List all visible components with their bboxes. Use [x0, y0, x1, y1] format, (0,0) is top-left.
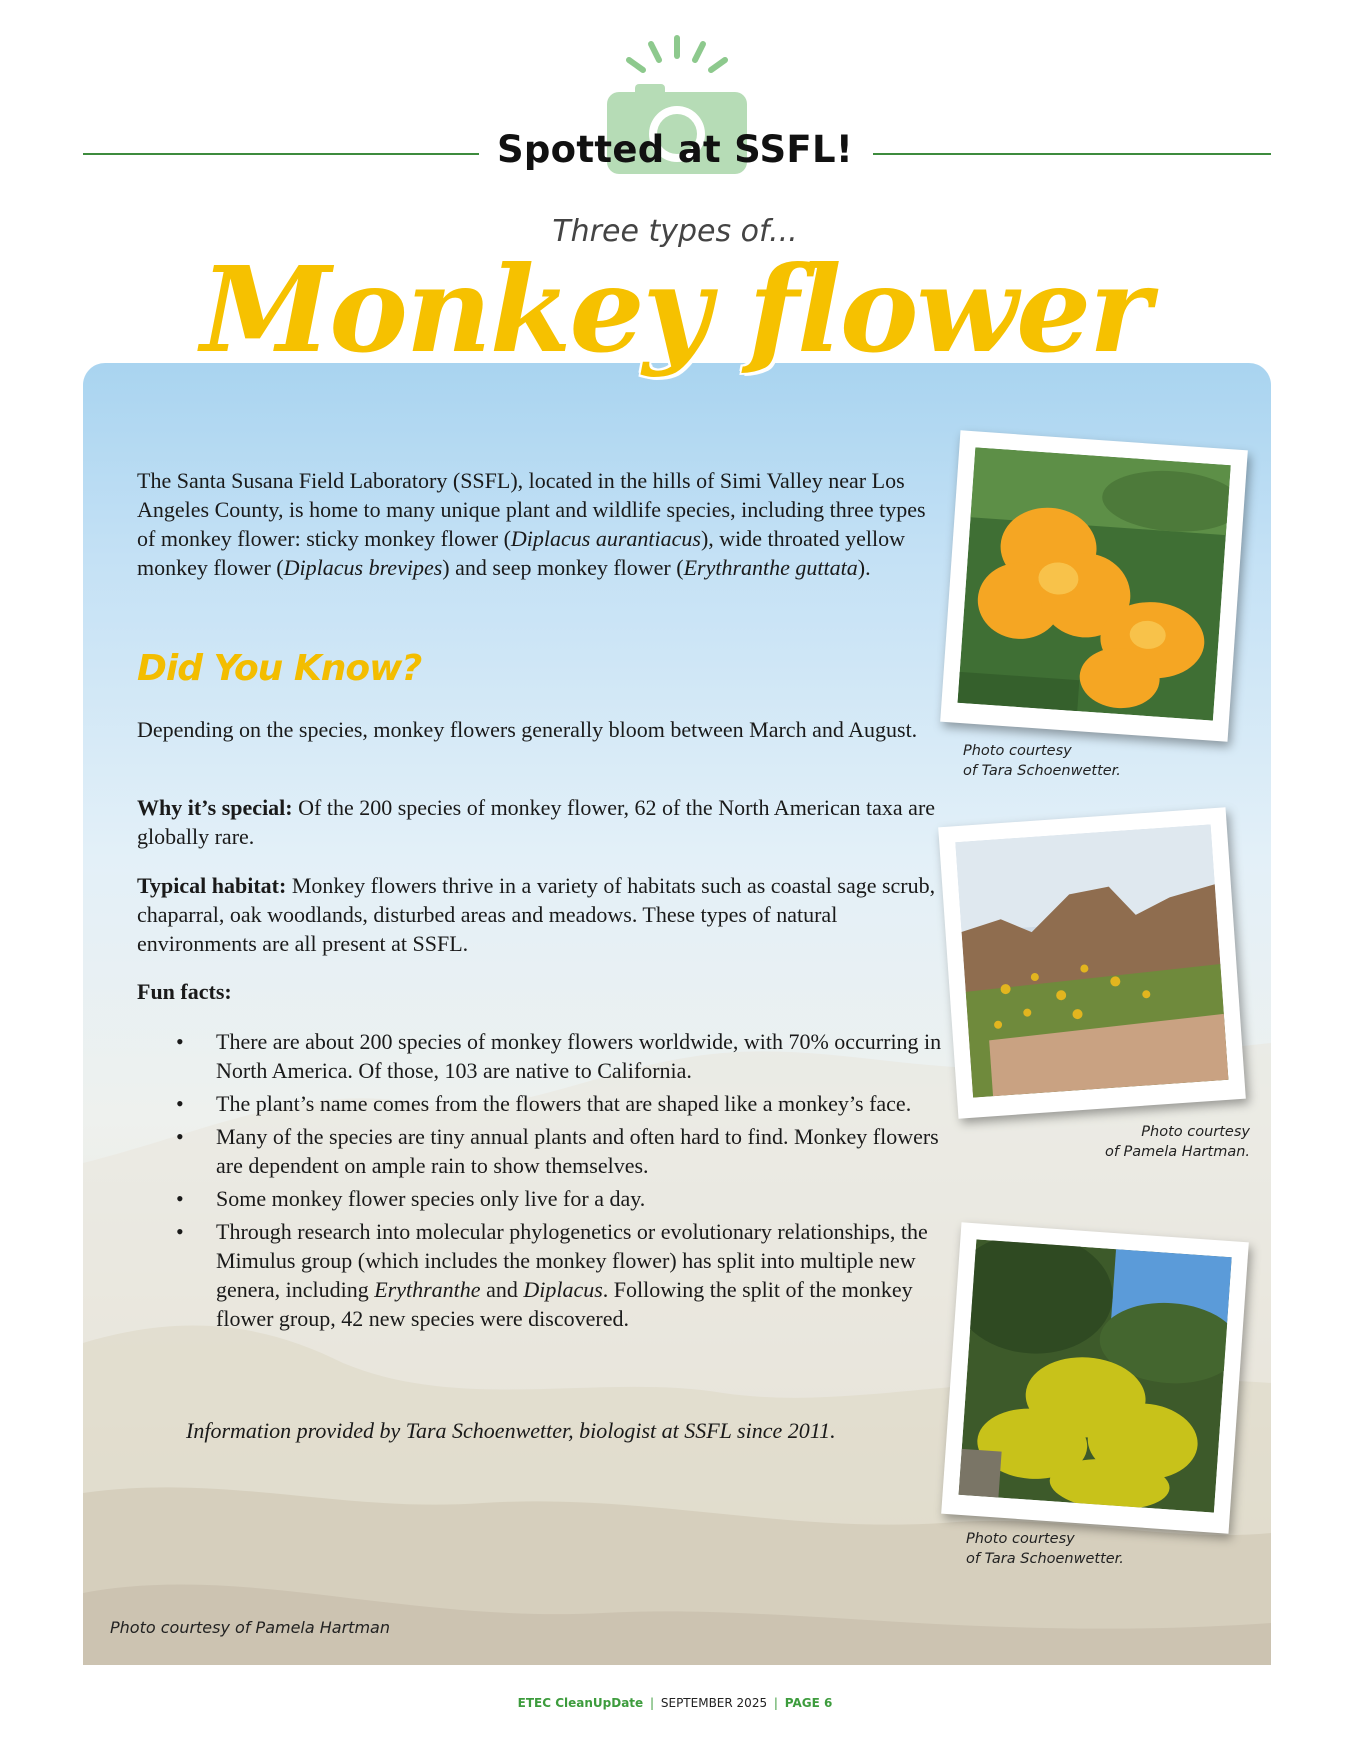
- species-name-3: Erythranthe guttata: [683, 555, 858, 580]
- fact-text: Some monkey flower species only live for a day.: [216, 1186, 646, 1211]
- special-paragraph: [137, 793, 947, 851]
- photo-orange-flower: [940, 430, 1248, 741]
- fact5-text-3: . Following the split of the monkey flower group, 42 new species were discovered.: [216, 1277, 913, 1331]
- intro-paragraph: [137, 466, 947, 582]
- list-item: [170, 1089, 950, 1118]
- background-photo-credit: Photo courtesy of Pamela Hartman: [110, 1618, 390, 1637]
- photo-hillside-flowers: [938, 807, 1246, 1118]
- intro-text-1: The Santa Susana Field Laboratory (SSFL), located in the hills of Simi Valley near Los Angeles County, is home to many unique plant and wildlife species, including three types of monkey flower: sticky monkey flower (: [137, 468, 926, 551]
- photo-caption-1: [963, 741, 1121, 781]
- fact5-text-1: Through research into molecular phylogenetics or evolutionary relationships, the Mimulus group (which includes the monkey flower) has split into multiple new genera, including: [216, 1219, 928, 1302]
- species-name-1: Diplacus aurantiacus: [510, 526, 701, 551]
- did-you-know-heading: Did You Know?: [137, 648, 422, 689]
- genus-name-1: Erythranthe: [374, 1277, 481, 1302]
- subtitle: Three types of...: [552, 214, 798, 249]
- bullet-icon: •: [176, 1186, 184, 1211]
- list-item: [170, 1027, 950, 1085]
- fun-facts-list: [170, 1027, 950, 1337]
- hillside-flowers-image: [955, 824, 1228, 1097]
- intro-text-2: ), wide throated yellow monkey flower (: [137, 526, 906, 580]
- bullet-icon: •: [176, 1029, 184, 1054]
- fact-text: Many of the species are tiny annual plants and often hard to find. Monkey flowers are dependent on ample rain to show themselves.: [216, 1124, 939, 1178]
- photo-caption-3: [966, 1529, 1124, 1569]
- orange-flower-image: [958, 447, 1231, 720]
- monkey-flower-title: Monkey flower: [200, 240, 1150, 379]
- caption-line: of Tara Schoenwetter.: [966, 1551, 1124, 1567]
- yellow-shrubs-image: [959, 1239, 1232, 1512]
- bullet-icon: •: [176, 1091, 184, 1116]
- page-footer: [0, 1696, 1350, 1710]
- footer-separator: |: [773, 1696, 778, 1710]
- page-title: Spotted at SSFL!: [496, 128, 854, 171]
- fact-text: [216, 1219, 928, 1331]
- issue-date: SEPTEMBER 2025: [660, 1696, 768, 1710]
- special-label: Why it’s special:: [137, 795, 293, 820]
- caption-line: of Pamela Hartman.: [1104, 1144, 1250, 1160]
- caption-line: Photo courtesy: [1141, 1124, 1250, 1140]
- intro-text-3: ) and seep monkey flower (: [442, 555, 684, 580]
- caption-line: of Tara Schoenwetter.: [963, 763, 1121, 779]
- habitat-paragraph: [137, 871, 947, 958]
- bullet-icon: •: [176, 1124, 184, 1149]
- bullet-icon: •: [176, 1219, 184, 1244]
- page-number: PAGE 6: [784, 1696, 833, 1710]
- fact5-text-2: and: [480, 1277, 524, 1302]
- caption-line: Photo courtesy: [966, 1531, 1075, 1547]
- fact-text: The plant’s name comes from the flowers that are shaped like a monkey’s face.: [216, 1091, 912, 1116]
- species-name-2: Diplacus brevipes: [283, 555, 443, 580]
- genus-name-2: Diplacus: [523, 1277, 603, 1302]
- special-text: Of the 200 species of monkey flower, 62 of the North American taxa are globally rare.: [137, 795, 936, 849]
- caption-line: Photo courtesy: [963, 743, 1072, 759]
- information-credit: Information provided by Tara Schoenwetter, biologist at SSFL since 2011.: [186, 1418, 836, 1443]
- bloom-paragraph: Depending on the species, monkey flowers generally bloom between March and August.: [137, 717, 918, 742]
- photo-yellow-shrubs: [941, 1222, 1249, 1533]
- list-item: [170, 1217, 950, 1333]
- list-item: [170, 1122, 950, 1180]
- intro-text-4: ).: [857, 555, 871, 580]
- fact-text: There are about 200 species of monkey flowers worldwide, with 70% occurring in North America. Of those, 103 are native to California.: [216, 1029, 942, 1083]
- habitat-label: Typical habitat:: [137, 873, 287, 898]
- list-item: [170, 1184, 950, 1213]
- fun-facts-heading: Fun facts:: [137, 979, 232, 1004]
- habitat-text: Monkey flowers thrive in a variety of habitats such as coastal sage scrub, chaparral, oak woodlands, disturbed areas and meadows. These types of natural environments are all present at SSFL.: [137, 873, 936, 956]
- footer-separator: |: [650, 1696, 655, 1710]
- publication-name: ETEC CleanUpDate: [517, 1696, 644, 1710]
- photo-caption-2: [1060, 1122, 1250, 1162]
